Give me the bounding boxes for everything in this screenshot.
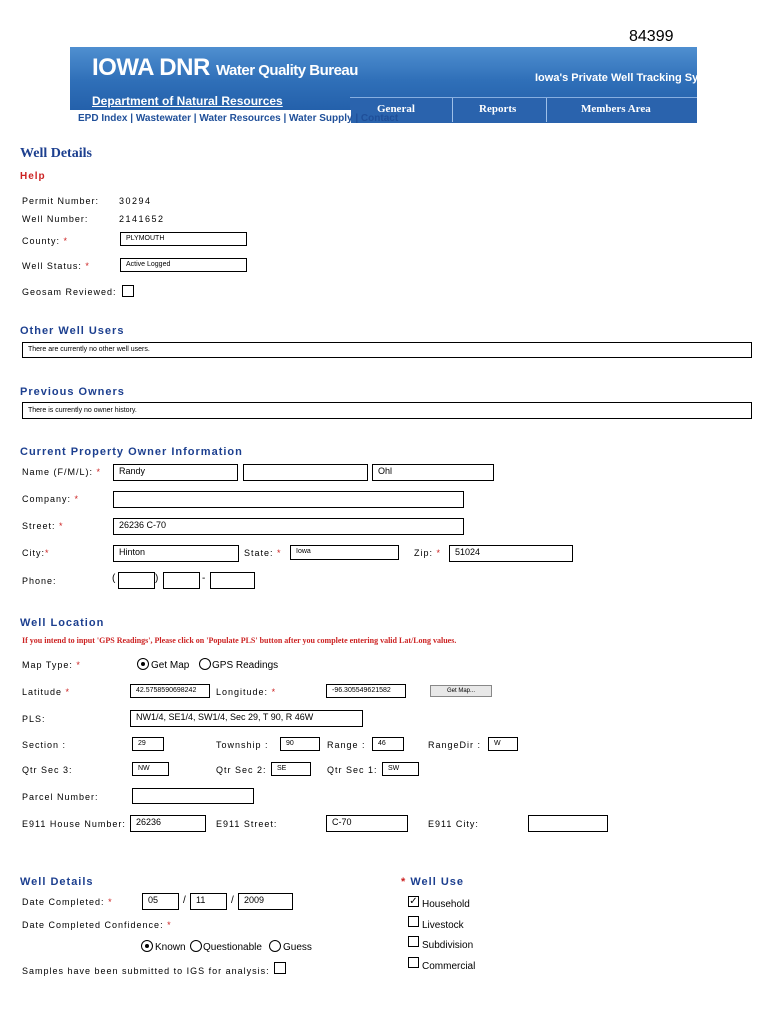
get-map-button[interactable]: Get Map... — [430, 685, 492, 697]
e911-house-number-label: E911 House Number: — [22, 819, 126, 829]
radio-get-map-label: Get Map — [151, 660, 190, 671]
rangedir-label: RangeDir : — [428, 740, 482, 750]
phone-line-field[interactable] — [210, 572, 255, 589]
document-number: 84399 — [629, 28, 674, 45]
date-confidence-label: Date Completed Confidence: * — [22, 920, 172, 930]
phone-prefix-field[interactable] — [163, 572, 200, 589]
geosam-reviewed-checkbox[interactable] — [122, 285, 134, 297]
section-title-current-owner: Current Property Owner Information — [20, 446, 243, 458]
first-name-field[interactable]: Randy — [113, 464, 238, 481]
banner-links[interactable]: EPD Index | Wastewater | Water Resources | Water Supply | Contact — [78, 113, 399, 124]
state-label: State: * — [244, 548, 282, 558]
well-use-household-checkbox[interactable]: ✓ — [409, 896, 418, 907]
section-field[interactable]: 29 — [132, 737, 164, 751]
samples-submitted-checkbox[interactable] — [274, 962, 286, 974]
radio-questionable-label: Questionable — [203, 942, 262, 953]
permit-number-value: 30294 — [119, 196, 152, 206]
e911-city-field[interactable] — [528, 815, 608, 832]
pls-field[interactable]: NW1/4, SE1/4, SW1/4, Sec 29, T 90, R 46W — [130, 710, 363, 727]
section-title-well-details: Well Details — [20, 146, 92, 161]
map-type-label: Map Type: * — [22, 660, 81, 670]
nav-reports[interactable]: Reports — [479, 103, 517, 115]
township-label: Township : — [216, 740, 269, 750]
section-title-well-use: * Well Use — [401, 876, 464, 888]
well-number-label: Well Number: — [22, 214, 89, 224]
date-year-field[interactable]: 2009 — [238, 893, 293, 910]
radio-known-label: Known — [155, 942, 186, 953]
company-label: Company: * — [22, 494, 80, 504]
radio-guess[interactable] — [269, 940, 281, 952]
radio-questionable[interactable] — [190, 940, 202, 952]
county-label: County: * — [22, 236, 69, 246]
rangedir-field[interactable]: W — [488, 737, 518, 751]
help-link[interactable]: Help — [20, 171, 46, 182]
city-field[interactable]: Hinton — [113, 545, 239, 562]
previous-owners-box: There is currently no owner history. — [22, 402, 752, 419]
street-field[interactable]: 26236 C-70 — [113, 518, 464, 535]
radio-known[interactable] — [141, 940, 153, 952]
parcel-number-field[interactable] — [132, 788, 254, 804]
range-field[interactable]: 46 — [372, 737, 404, 751]
pls-label: PLS: — [22, 714, 46, 724]
radio-gps-readings-label: GPS Readings — [212, 660, 279, 671]
well-use-commercial-checkbox[interactable] — [408, 957, 419, 968]
date-completed-label: Date Completed: * — [22, 897, 113, 907]
latitude-field[interactable]: 42.5758590698242 — [130, 684, 210, 698]
section-title-other-well-users: Other Well Users — [20, 325, 125, 337]
company-field[interactable] — [113, 491, 464, 508]
geosam-reviewed-label: Geosam Reviewed: — [22, 287, 117, 297]
range-label: Range : — [327, 740, 366, 750]
qtr-sec-1-label: Qtr Sec 1: — [327, 765, 378, 775]
banner-department: Department of Natural Resources — [92, 94, 283, 108]
date-day-field[interactable]: 11 — [190, 893, 227, 910]
well-use-subdivision-label: Subdivision — [422, 940, 474, 951]
township-field[interactable]: 90 — [280, 737, 320, 751]
section-label: Section : — [22, 740, 67, 750]
zip-field[interactable]: 51024 — [449, 545, 573, 562]
well-use-livestock-label: Livestock — [422, 920, 464, 931]
phone-area-field[interactable] — [118, 572, 155, 589]
well-use-subdivision-checkbox[interactable] — [408, 936, 419, 947]
e911-street-field[interactable]: C-70 — [326, 815, 408, 832]
longitude-field[interactable]: -96.305549621582 — [326, 684, 406, 698]
section-title-well-details-2: Well Details — [20, 876, 94, 888]
parcel-number-label: Parcel Number: — [22, 792, 99, 802]
well-number-value: 2141652 — [119, 214, 165, 224]
radio-get-map[interactable] — [137, 658, 149, 670]
date-month-field[interactable]: 05 — [142, 893, 179, 910]
gps-notice: If you intend to input 'GPS Readings', Please click on 'Populate PLS' button after you complete entering valid Lat/Long values. — [22, 636, 457, 645]
qtr-sec-3-field[interactable]: NW — [132, 762, 169, 776]
nav-members-area[interactable]: Members Area — [581, 103, 651, 115]
qtr-sec-2-label: Qtr Sec 2: — [216, 765, 267, 775]
state-field[interactable]: Iowa — [290, 545, 399, 560]
zip-label: Zip: * — [414, 548, 442, 558]
phone-label: Phone: — [22, 576, 57, 586]
banner-subtitle: Water Quality Bureau — [215, 62, 358, 79]
nav-general[interactable]: General — [377, 103, 415, 115]
city-label: City:* — [22, 548, 50, 558]
street-label: Street: * — [22, 521, 64, 531]
samples-submitted-label: Samples have been submitted to IGS for analysis: — [22, 966, 270, 976]
name-label: Name (F/M/L): * — [22, 467, 102, 477]
last-name-field[interactable]: Ohl — [372, 464, 494, 481]
e911-street-label: E911 Street: — [216, 819, 278, 829]
banner-system-name: Iowa's Private Well Tracking System — [535, 72, 724, 84]
well-status-field[interactable]: Active Logged — [120, 258, 247, 272]
e911-house-number-field[interactable]: 26236 — [130, 815, 206, 832]
section-title-previous-owners: Previous Owners — [20, 386, 125, 398]
county-field[interactable]: PLYMOUTH — [120, 232, 247, 246]
well-status-label: Well Status: * — [22, 261, 90, 271]
radio-gps-readings[interactable] — [199, 658, 211, 670]
qtr-sec-3-label: Qtr Sec 3: — [22, 765, 73, 775]
qtr-sec-1-field[interactable]: SW — [382, 762, 419, 776]
well-use-household-label: Household — [422, 899, 470, 910]
well-use-commercial-label: Commercial — [422, 961, 476, 972]
qtr-sec-2-field[interactable]: SE — [271, 762, 311, 776]
well-use-livestock-checkbox[interactable] — [408, 916, 419, 927]
e911-city-label: E911 City: — [428, 819, 479, 829]
banner-title: IOWA DNR Water Quality Bureau — [92, 54, 358, 81]
middle-name-field[interactable] — [243, 464, 368, 481]
longitude-label: Longitude: * — [216, 687, 277, 697]
other-well-users-box: There are currently no other well users. — [22, 342, 752, 358]
permit-number-label: Permit Number: — [22, 196, 100, 206]
section-title-well-location: Well Location — [20, 617, 105, 629]
radio-guess-label: Guess — [283, 942, 312, 953]
latitude-label: Latitude * — [22, 687, 71, 697]
